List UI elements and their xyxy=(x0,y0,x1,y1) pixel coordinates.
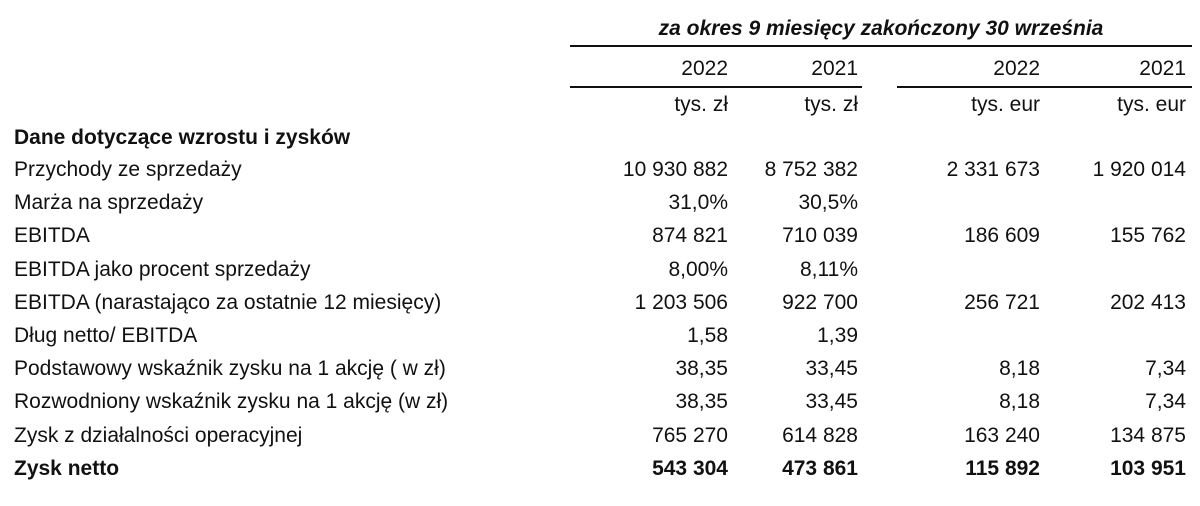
row-value: 874 821 xyxy=(652,224,728,247)
unit-col-3: tys. eur xyxy=(971,93,1040,116)
header-rule-pln xyxy=(570,86,862,88)
row-value: 543 304 xyxy=(652,457,728,480)
row-label: Podstawowy wskaźnik zysku na 1 akcję ( w zł) xyxy=(14,357,446,380)
row-value: 186 609 xyxy=(964,224,1040,247)
row-value: 163 240 xyxy=(964,424,1040,447)
row-value: 33,45 xyxy=(805,390,858,413)
row-value: 31,0% xyxy=(668,191,728,214)
row-value: 8 752 382 xyxy=(764,158,858,181)
unit-col-4: tys. eur xyxy=(1117,93,1186,116)
row-value: 922 700 xyxy=(782,291,858,314)
row-label: EBITDA jako procent sprzedaży xyxy=(14,258,311,281)
year-col-3: 2022 xyxy=(993,57,1040,80)
row-value xyxy=(900,255,1040,285)
row-value: 33,45 xyxy=(805,357,858,380)
row-value xyxy=(1050,188,1186,218)
row-value: 155 762 xyxy=(1110,224,1186,247)
unit-col-2: tys. zł xyxy=(804,93,858,116)
row-label: Przychody ze sprzedaży xyxy=(14,158,242,181)
row-value: 765 270 xyxy=(652,424,728,447)
header-rule-eur xyxy=(897,86,1192,88)
row-value: 1 203 506 xyxy=(634,291,728,314)
unit-col-1: tys. zł xyxy=(674,93,728,116)
row-value: 8,18 xyxy=(999,390,1040,413)
header-rule-top xyxy=(570,45,1192,47)
row-value: 2 331 673 xyxy=(946,158,1040,181)
row-value: 8,11% xyxy=(800,258,858,281)
row-value: 256 721 xyxy=(964,291,1040,314)
row-value: 202 413 xyxy=(1110,291,1186,314)
row-value: 115 892 xyxy=(965,457,1040,480)
row-value: 614 828 xyxy=(782,424,858,447)
row-value: 8,00% xyxy=(668,258,728,281)
row-value: 1,39 xyxy=(817,324,858,347)
row-value xyxy=(900,321,1040,351)
section-title: Dane dotyczące wzrostu i zysków xyxy=(14,126,351,149)
row-label: Zysk z działalności operacyjnej xyxy=(14,424,303,447)
row-value: 30,5% xyxy=(798,191,858,214)
row-label: Marża na sprzedaży xyxy=(14,191,204,214)
row-label: Zysk netto xyxy=(14,457,120,480)
year-col-1: 2022 xyxy=(681,57,728,80)
row-value: 10 930 882 xyxy=(622,158,728,181)
row-label: Dług netto/ EBITDA xyxy=(14,324,198,347)
row-value: 38,35 xyxy=(675,357,728,380)
period-header: za okres 9 miesięcy zakończony 30 września xyxy=(658,17,1104,40)
row-value: 103 951 xyxy=(1110,457,1186,480)
row-value: 1,58 xyxy=(687,324,728,347)
row-value: 7,34 xyxy=(1145,357,1186,380)
row-value xyxy=(1050,321,1186,351)
row-value: 7,34 xyxy=(1145,390,1186,413)
row-value xyxy=(900,188,1040,218)
row-label: Rozwodniony wskaźnik zysku na 1 akcję (w zł) xyxy=(14,390,449,413)
row-value: 710 039 xyxy=(782,224,858,247)
row-value: 38,35 xyxy=(675,390,728,413)
row-value: 134 875 xyxy=(1110,424,1186,447)
row-label: EBITDA (narastająco za ostatnie 12 miesięcy) xyxy=(14,291,442,314)
row-value xyxy=(1050,255,1186,285)
year-col-4: 2021 xyxy=(1139,57,1186,80)
row-value: 1 920 014 xyxy=(1092,158,1186,181)
row-label: EBITDA xyxy=(14,224,90,247)
row-value: 8,18 xyxy=(999,357,1040,380)
year-col-2: 2021 xyxy=(811,57,858,80)
row-value: 473 861 xyxy=(782,457,858,480)
